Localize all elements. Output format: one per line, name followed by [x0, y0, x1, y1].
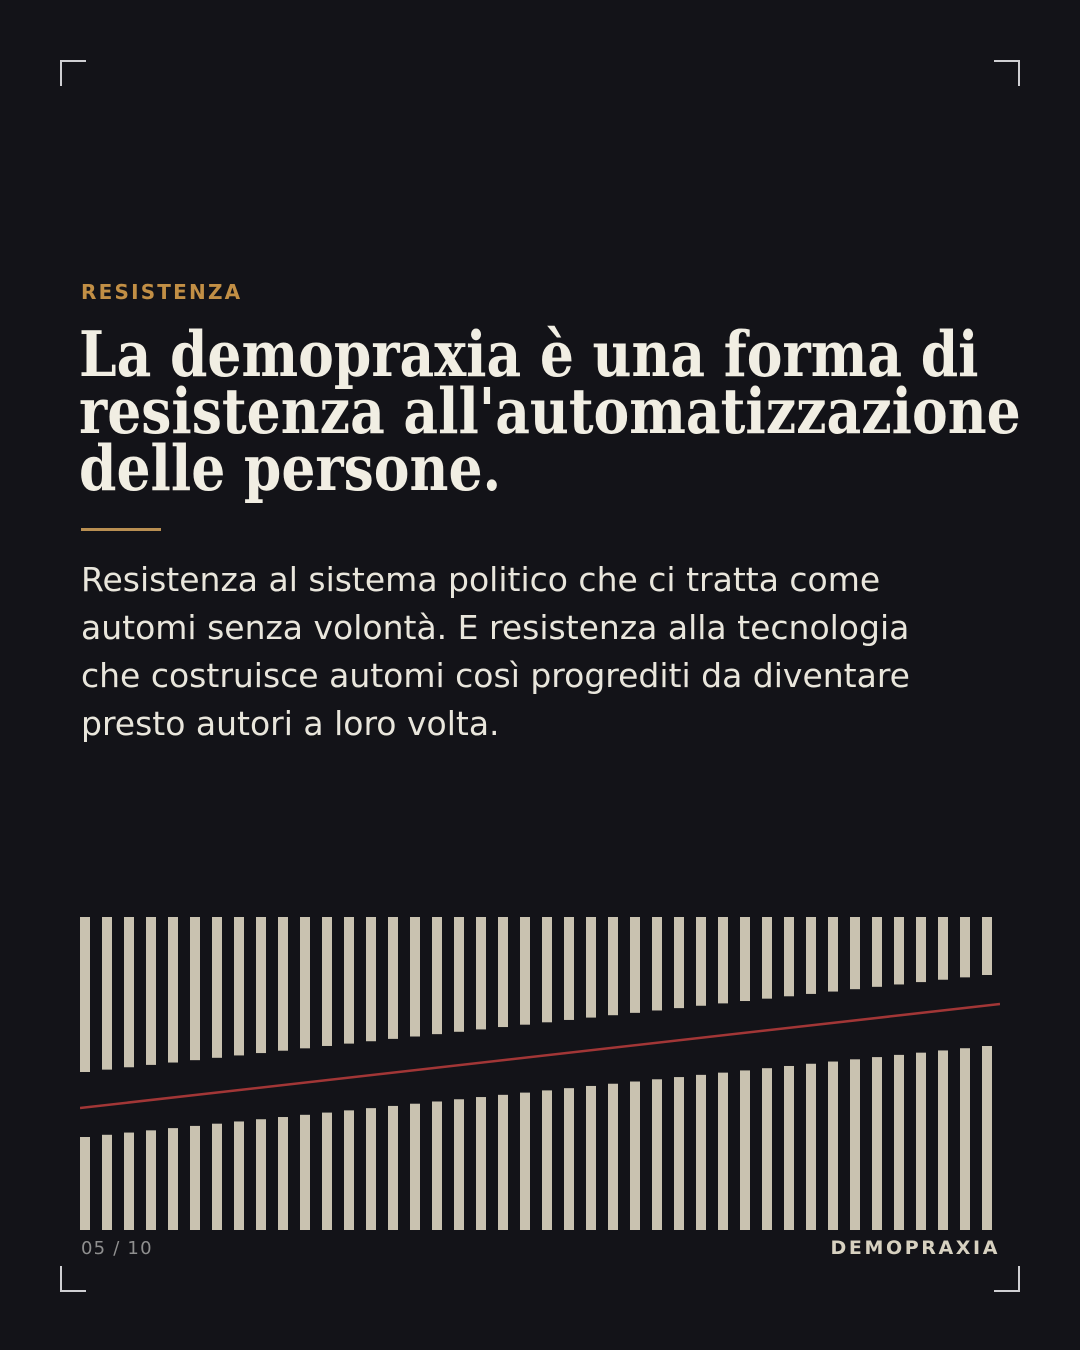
body-line: automi senza volontà. E resistenza alla tecnologia [81, 608, 910, 647]
body-line: che costruisce automi così progrediti da diventare [81, 656, 910, 695]
body-text [81, 556, 910, 748]
corner-bracket-bottom-left [60, 1266, 86, 1292]
brand-label: DEMOPRAXIA [830, 1237, 1000, 1259]
eyebrow-label: RESISTENZA [81, 280, 243, 304]
headline-line: La demopraxia è una forma di [79, 317, 979, 391]
headline [79, 317, 1080, 505]
headline-line: delle persone. [79, 431, 502, 505]
divider-rule [81, 528, 161, 531]
headline-line: resistenza all'automatizzazione [79, 374, 1021, 448]
page-indicator: 05 / 10 [81, 1238, 153, 1259]
bars-graphic [80, 917, 1000, 1230]
body-line: Resistenza al sistema politico che ci tratta come [81, 560, 881, 599]
corner-bracket-top-left [60, 60, 86, 86]
corner-bracket-bottom-right [994, 1266, 1020, 1292]
corner-bracket-top-right [994, 60, 1020, 86]
body-line: presto autori a loro volta. [81, 704, 500, 743]
